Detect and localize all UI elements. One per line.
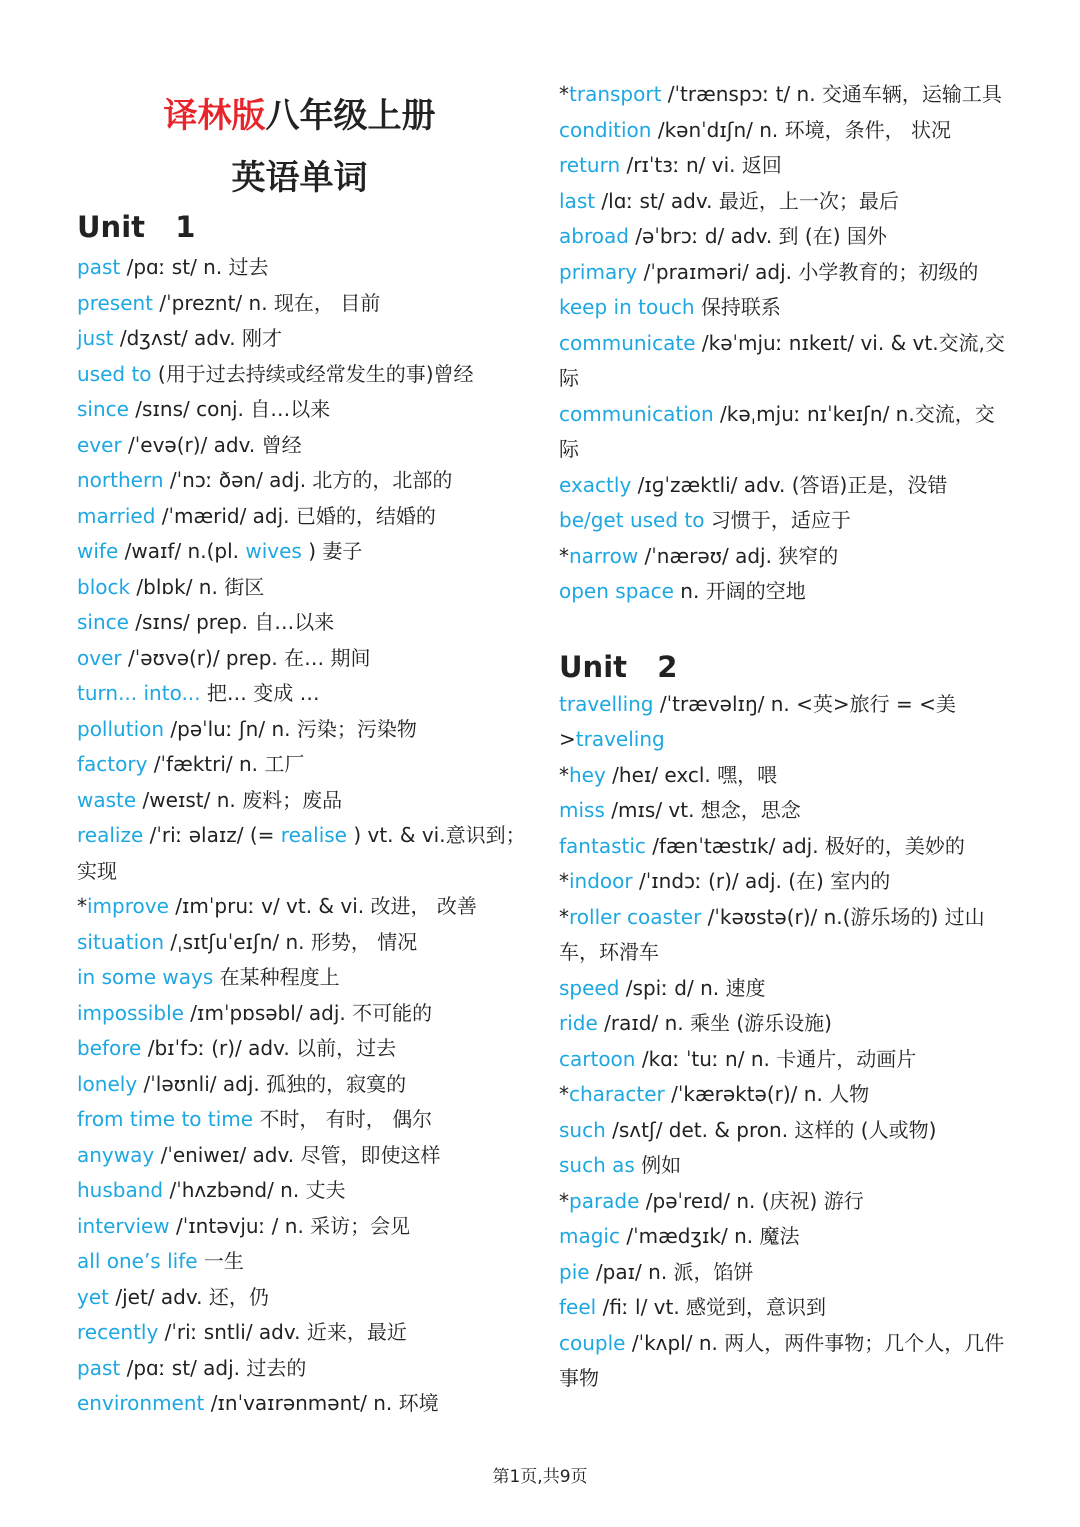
vocab-definition: ) 妻子 bbox=[301, 539, 363, 563]
vocab-entry bbox=[77, 1209, 527, 1245]
vocab-word: yet bbox=[77, 1284, 109, 1309]
vocab-definition: /pɑː st/ n. 过去 bbox=[120, 255, 269, 279]
vocab-definition: /rɪˈtɜː n/ vi. 返回 bbox=[620, 153, 782, 177]
vocab-definition: /ˈkærəktə(r)/ n. 人物 bbox=[664, 1082, 870, 1106]
vocab-word: all one’s life bbox=[77, 1249, 198, 1273]
vocab-entry bbox=[77, 1280, 527, 1316]
vocab-entry bbox=[559, 1042, 1009, 1078]
vocab-entry bbox=[77, 605, 527, 641]
vocab-definition: /sɪns/ conj. 自…以来 bbox=[128, 397, 331, 421]
vocab-definition: /ˈpreznt/ n. 现在， 目前 bbox=[153, 290, 381, 315]
vocab-entry bbox=[559, 1077, 1009, 1113]
vocab-word: realize bbox=[77, 823, 144, 847]
vocab-entry bbox=[559, 900, 1009, 971]
vocab-word: past bbox=[77, 1355, 121, 1380]
vocab-definition: /sɪns/ prep. 自…以来 bbox=[128, 610, 335, 634]
vocab-definition: /ˈəʊvə(r)/ prep. 在… 期间 bbox=[121, 645, 371, 670]
vocab-word: past bbox=[77, 255, 121, 279]
vocab-definition: /ˈnærəʊ/ adj. 狭窄的 bbox=[638, 543, 839, 568]
vocab-word: magic bbox=[559, 1224, 620, 1248]
vocab-definition: /kənˈdɪʃn/ n. 环境，条件， 状况 bbox=[651, 117, 952, 142]
vocab-definition: /fænˈtæstɪk/ adj. 极好的，美妙的 bbox=[645, 833, 965, 858]
vocab-definition: /ˈləʊnli/ adj. 孤独的，寂寞的 bbox=[137, 1071, 407, 1096]
vocab-entry bbox=[559, 1255, 1009, 1291]
unit-1-heading: Unit 1 bbox=[77, 210, 196, 244]
vocab-word: wife bbox=[77, 539, 119, 563]
vocab-word: character bbox=[569, 1082, 665, 1106]
vocab-definition: /ˈpraɪməri/ adj. 小学教育的；初级的 bbox=[637, 259, 979, 284]
vocab-definition: /blɒk/ n. 街区 bbox=[130, 574, 265, 599]
vocab-word: feel bbox=[559, 1295, 597, 1319]
vocab-entry bbox=[77, 1386, 527, 1422]
vocab-definition: /mɪs/ vt. 想念，思念 bbox=[604, 798, 801, 822]
vocab-entry bbox=[77, 747, 527, 783]
vocab-word: hey bbox=[569, 762, 606, 787]
vocab-entry bbox=[559, 1219, 1009, 1255]
vocab-word: abroad bbox=[559, 224, 629, 248]
vocab-definition: /ˈmædʒɪk/ n. 魔法 bbox=[620, 1224, 800, 1248]
vocab-entry bbox=[77, 286, 527, 322]
vocab-word: cartoon bbox=[559, 1046, 636, 1071]
vocab-entry bbox=[77, 534, 527, 570]
vocab-definition: /raɪd/ n. 乘坐 (游乐设施) bbox=[597, 1011, 832, 1035]
vocab-entry bbox=[559, 1326, 1009, 1397]
vocab-definition: /ˈfæktri/ n. 工厂 bbox=[147, 752, 305, 776]
vocab-entry bbox=[77, 1173, 527, 1209]
vocab-definition: /ˈɪndɔː (r)/ adj. (在) 室内的 bbox=[632, 869, 891, 893]
vocab-word: travelling bbox=[559, 691, 654, 716]
vocab-word: anyway bbox=[77, 1142, 155, 1167]
vocab-entry bbox=[77, 960, 527, 996]
vocab-definition: /ɪnˈvaɪrənmənt/ n. 环境 bbox=[204, 1391, 439, 1415]
page-footer: 第1页,共9页 bbox=[492, 1467, 588, 1487]
vocab-word: indoor bbox=[569, 869, 633, 893]
vocab-entry bbox=[77, 321, 527, 357]
vocab-entry bbox=[77, 250, 527, 286]
vocab-definition: /paɪ/ n. 派，馅饼 bbox=[589, 1259, 754, 1284]
vocab-word: before bbox=[77, 1036, 142, 1060]
vocab-word: exactly bbox=[559, 472, 632, 497]
vocab-word: since bbox=[77, 610, 129, 634]
vocab-entry bbox=[77, 1315, 527, 1351]
vocab-definition: /jet/ adv. 还，仍 bbox=[108, 1284, 269, 1309]
vocab-entry bbox=[77, 818, 527, 889]
vocab-word: communicate bbox=[559, 330, 696, 355]
vocab-entry bbox=[77, 499, 527, 535]
vocab-word: last bbox=[559, 188, 596, 213]
vocab-word: couple bbox=[559, 1330, 626, 1355]
vocab-definition: /pɑː st/ adj. 过去的 bbox=[120, 1355, 307, 1380]
vocab-entry bbox=[559, 1113, 1009, 1149]
vocab-definition: /ˈmærid/ adj. 已婚的，结婚的 bbox=[155, 503, 436, 528]
vocab-word: present bbox=[77, 290, 154, 315]
vocab-word: such bbox=[559, 1117, 606, 1142]
vocab-entry bbox=[77, 712, 527, 748]
title-highlight: 译林版 bbox=[163, 96, 266, 136]
vocab-entry bbox=[77, 783, 527, 819]
unit-2-list bbox=[559, 687, 1009, 1397]
vocab-word: since bbox=[77, 397, 129, 421]
vocab-definition: 一生 bbox=[197, 1249, 244, 1273]
vocab-definition: /ˈtrænspɔː t/ n. 交通车辆，运输工具 bbox=[661, 82, 1002, 106]
vocab-entry bbox=[77, 1102, 527, 1138]
vocab-entry bbox=[77, 641, 527, 677]
vocab-word: married bbox=[77, 503, 156, 528]
vocab-word: keep in touch bbox=[559, 295, 695, 319]
vocab-word: impossible bbox=[77, 1000, 184, 1025]
unit-1-continued bbox=[559, 77, 1009, 610]
vocab-entry bbox=[77, 1244, 527, 1280]
vocab-definition: 保持联系 bbox=[694, 295, 781, 319]
vocab-entry bbox=[77, 676, 527, 712]
vocab-word: wives bbox=[245, 539, 302, 563]
vocab-definition: (用于过去持续或经常发生的事)曾经 bbox=[151, 361, 474, 386]
asterisk-mark: * bbox=[559, 762, 569, 787]
vocab-definition: /lɑː st/ adv. 最近，上一次；最后 bbox=[595, 188, 899, 213]
vocab-word: return bbox=[559, 153, 621, 177]
vocab-definition: /ɪmˈpruː v/ vt. & vi. 改进， 改善 bbox=[168, 894, 477, 918]
vocab-entry bbox=[77, 925, 527, 961]
vocab-word: miss bbox=[559, 798, 605, 822]
vocab-definition: /ˈevə(r)/ adv. 曾经 bbox=[121, 432, 302, 457]
vocab-definition: /əˈbrɔː d/ adv. 到 (在) 国外 bbox=[628, 224, 887, 248]
vocab-word: pollution bbox=[77, 716, 165, 741]
vocab-definition: ) vt. & vi.意识到；实现 bbox=[77, 823, 526, 883]
vocab-definition: 例如 bbox=[634, 1153, 682, 1177]
vocab-word: used to bbox=[77, 361, 152, 386]
vocab-entry bbox=[559, 829, 1009, 865]
vocab-word: just bbox=[77, 326, 114, 350]
vocab-word: situation bbox=[77, 929, 165, 954]
vocab-entry bbox=[559, 971, 1009, 1007]
vocab-definition: 把… 变成 … bbox=[200, 681, 320, 705]
vocab-word: open space bbox=[559, 579, 674, 603]
vocab-word: fantastic bbox=[559, 833, 646, 858]
vocab-word: pie bbox=[559, 1259, 590, 1284]
vocab-word: be/get used to bbox=[559, 508, 705, 532]
vocab-entry bbox=[559, 539, 1009, 575]
vocab-definition: /pəˈreɪd/ n. (庆祝) 游行 bbox=[639, 1188, 864, 1213]
vocab-entry bbox=[77, 570, 527, 606]
vocab-definition: /ˈriː sntli/ adv. 近来，最近 bbox=[158, 1320, 407, 1344]
vocab-entry bbox=[559, 290, 1009, 326]
vocab-definition: /sʌtʃ/ det. & pron. 这样的 (人或物) bbox=[605, 1117, 937, 1142]
vocab-word: roller coaster bbox=[569, 904, 702, 929]
vocab-word: from time to time bbox=[77, 1107, 254, 1131]
vocab-word: traveling bbox=[575, 727, 665, 751]
vocab-definition: 在某种程度上 bbox=[213, 965, 340, 989]
vocab-entry bbox=[77, 392, 527, 428]
vocab-definition: /ˈɪntəvjuː / n. 采访；会见 bbox=[169, 1213, 411, 1238]
vocab-entry bbox=[559, 1006, 1009, 1042]
vocab-definition: /ˈkʌpl/ n. 两人，两件事物；几个人，几件事物 bbox=[559, 1330, 1005, 1390]
vocab-entry bbox=[559, 184, 1009, 220]
vocab-entry bbox=[77, 357, 527, 393]
vocab-word: narrow bbox=[569, 543, 639, 568]
vocab-definition: /ˌsɪtʃuˈeɪʃn/ n. 形势， 情况 bbox=[164, 929, 418, 954]
vocab-word: ever bbox=[77, 432, 122, 457]
vocab-definition: 习惯于，适应于 bbox=[704, 508, 851, 532]
vocab-definition: 不时， 有时， 偶尔 bbox=[253, 1107, 433, 1131]
vocab-definition: /waɪf/ n.(pl. bbox=[118, 539, 246, 563]
vocab-word: in some ways bbox=[77, 965, 214, 989]
vocab-entry bbox=[559, 864, 1009, 900]
vocab-entry bbox=[559, 758, 1009, 794]
left-column bbox=[77, 250, 527, 1422]
document-subtitle: 英语单词 bbox=[231, 158, 368, 198]
vocab-entry bbox=[559, 326, 1009, 397]
vocab-entry bbox=[559, 77, 1009, 113]
vocab-word: transport bbox=[569, 82, 662, 106]
vocab-definition: /pəˈluː ʃn/ n. 污染；污染物 bbox=[164, 716, 417, 741]
asterisk-mark: * bbox=[559, 904, 569, 929]
vocab-word: parade bbox=[569, 1188, 640, 1213]
vocab-word: waste bbox=[77, 787, 137, 812]
vocab-word: over bbox=[77, 645, 122, 670]
vocab-word: turn... into... bbox=[77, 681, 201, 705]
vocab-word: such as bbox=[559, 1153, 635, 1177]
vocab-entry bbox=[559, 687, 1009, 758]
vocab-entry bbox=[559, 793, 1009, 829]
vocab-definition: /ˈnɔː ðən/ adj. 北方的，北部的 bbox=[163, 468, 453, 492]
vocab-entry bbox=[559, 148, 1009, 184]
vocab-word: factory bbox=[77, 752, 148, 776]
vocab-entry bbox=[559, 503, 1009, 539]
vocab-entry bbox=[77, 889, 527, 925]
vocab-definition: /dʒʌst/ adv. 刚才 bbox=[113, 326, 282, 350]
vocab-definition: /bɪˈfɔː (r)/ adv. 以前，过去 bbox=[141, 1036, 397, 1060]
vocab-entry bbox=[559, 1184, 1009, 1220]
vocab-definition: /kɑː ˈtuː n/ n. 卡通片，动画片 bbox=[635, 1046, 917, 1071]
vocab-entry bbox=[559, 1290, 1009, 1326]
vocab-entry bbox=[559, 1148, 1009, 1184]
asterisk-mark: * bbox=[559, 543, 569, 568]
vocab-word: speed bbox=[559, 975, 620, 1000]
document-title bbox=[77, 88, 522, 137]
vocab-definition: /spiː d/ n. 速度 bbox=[619, 975, 766, 1000]
asterisk-mark: * bbox=[559, 869, 569, 893]
vocab-entry bbox=[559, 397, 1009, 468]
vocab-definition: /ɪɡˈzæktli/ adv. (答语)正是，没错 bbox=[631, 472, 948, 497]
asterisk-mark: * bbox=[559, 1082, 569, 1106]
vocab-entry bbox=[559, 219, 1009, 255]
vocab-definition: /fiː l/ vt. 感觉到，意识到 bbox=[596, 1295, 827, 1319]
vocab-entry bbox=[77, 996, 527, 1032]
vocab-entry bbox=[77, 1351, 527, 1387]
vocab-definition: n. 开阔的空地 bbox=[673, 579, 806, 603]
vocab-entry bbox=[559, 113, 1009, 149]
unit-2-heading: Unit 2 bbox=[559, 649, 678, 684]
vocab-word: realise bbox=[280, 823, 347, 847]
vocab-entry bbox=[559, 468, 1009, 504]
vocab-entry bbox=[77, 1067, 527, 1103]
vocab-definition: /ˈkəʊstə(r)/ n.(游乐场的) 过山车，环滑车 bbox=[559, 904, 985, 964]
vocab-definition: /ˈriː əlaɪz/ (= bbox=[143, 823, 281, 847]
vocab-definition: /kəˈmjuː nɪkeɪt/ vi. & vt.交流,交际 bbox=[559, 330, 1005, 390]
vocab-definition: /ɪmˈpɒsəbl/ adj. 不可能的 bbox=[183, 1000, 433, 1025]
vocab-word: communication bbox=[559, 401, 714, 426]
vocab-definition: /ˈtrævəlɪŋ/ n. <英>旅行 = <美> bbox=[559, 691, 956, 751]
asterisk-mark: * bbox=[559, 1188, 569, 1213]
right-column bbox=[559, 77, 1009, 1397]
vocab-word: environment bbox=[77, 1391, 205, 1415]
vocab-word: husband bbox=[77, 1178, 164, 1202]
vocab-entry bbox=[77, 1138, 527, 1174]
vocab-definition: /heɪ/ excl. 嘿，喂 bbox=[605, 762, 778, 787]
asterisk-mark: * bbox=[77, 894, 87, 918]
vocab-word: northern bbox=[77, 468, 164, 492]
vocab-word: recently bbox=[77, 1320, 159, 1344]
vocab-entry bbox=[77, 428, 527, 464]
vocab-definition: /ˈeniweɪ/ adv. 尽管，即使这样 bbox=[154, 1142, 441, 1167]
vocab-definition: /weɪst/ n. 废料；废品 bbox=[136, 787, 343, 812]
vocab-entry bbox=[77, 463, 527, 499]
vocab-word: condition bbox=[559, 117, 652, 142]
vocab-word: lonely bbox=[77, 1071, 138, 1096]
vocab-word: block bbox=[77, 574, 131, 599]
vocab-entry bbox=[559, 574, 1009, 610]
vocab-entry bbox=[77, 1031, 527, 1067]
vocab-word: ride bbox=[559, 1011, 598, 1035]
title-rest: 八年级上册 bbox=[265, 96, 436, 136]
asterisk-mark: * bbox=[559, 82, 569, 106]
vocab-word: primary bbox=[559, 259, 638, 284]
vocab-definition: /ˈhʌzbənd/ n. 丈夫 bbox=[163, 1178, 346, 1202]
vocab-word: improve bbox=[87, 894, 169, 918]
vocab-entry bbox=[559, 255, 1009, 291]
vocab-definition: /kəˌmjuː nɪˈkeɪʃn/ n.交流，交际 bbox=[559, 401, 995, 461]
vocab-word: interview bbox=[77, 1213, 170, 1238]
